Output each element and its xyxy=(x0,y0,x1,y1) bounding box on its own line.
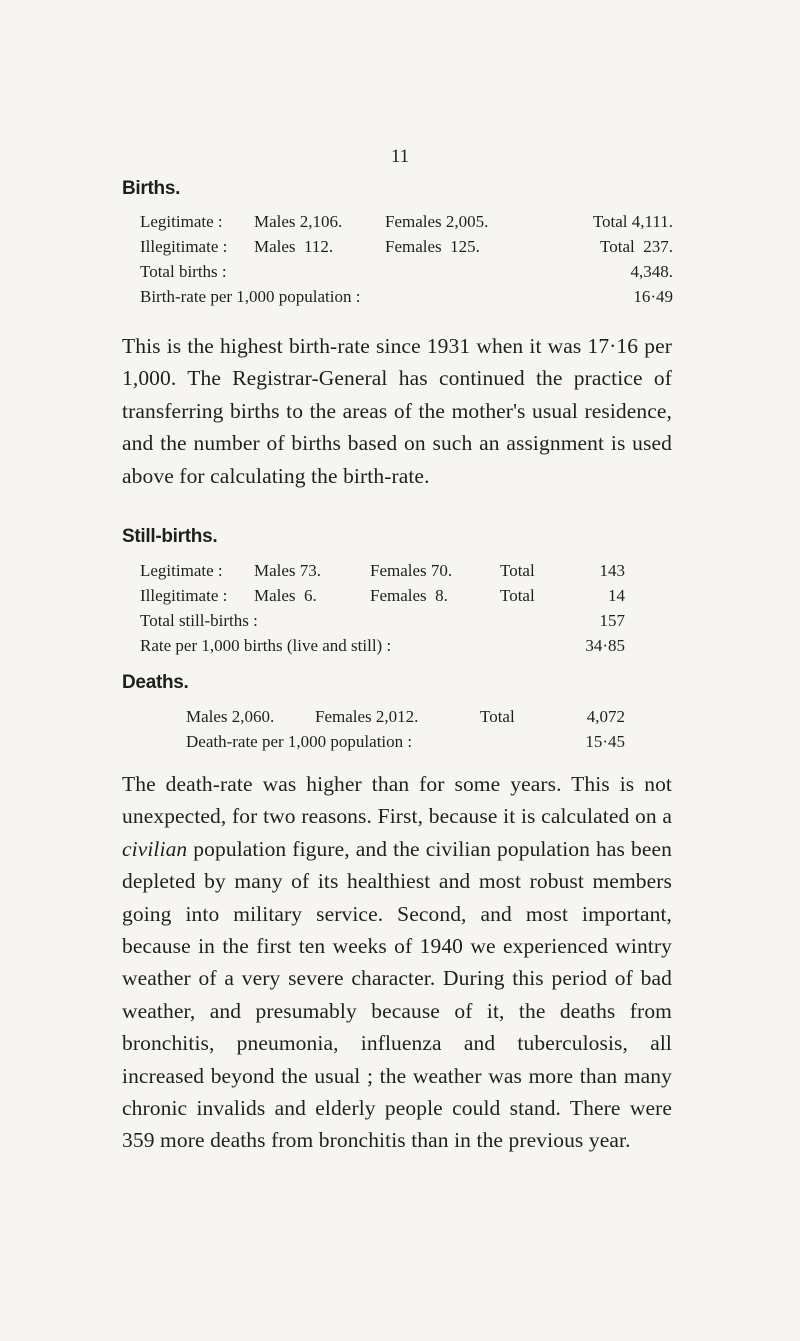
death-paragraph-text xyxy=(122,768,672,1157)
civilian-emphasis: civilian xyxy=(122,836,188,861)
row-label: Legitimate : xyxy=(140,561,223,580)
total-value: 157 xyxy=(599,611,625,630)
total-label: Total xyxy=(500,586,535,605)
births-heading: Births. xyxy=(122,178,181,199)
total-value: 14 xyxy=(608,586,625,605)
deaths-heading: Deaths. xyxy=(122,672,189,693)
males-value: Males 2,106. xyxy=(254,212,343,231)
row-label: Rate per 1,000 births (live and still) : xyxy=(140,636,392,655)
row-label: Birth-rate per 1,000 population : xyxy=(140,287,361,306)
females-value: Females 70. xyxy=(370,561,453,580)
total-value: 4,072 xyxy=(586,707,625,726)
rate-value: 15·45 xyxy=(585,732,625,751)
total-label: Total xyxy=(480,707,515,726)
males-value: Males 112. xyxy=(254,237,334,256)
birth-paragraph-text: This is the highest birth-rate since 1931 when it was 17·16 per 1,000. The Registrar-General has continued the practice of transferring births to the areas of the mother's usual residence, and the number of births based on such an assignment is used above for calculating the birth-rate. xyxy=(122,334,672,488)
females-value: Females 8. xyxy=(370,586,448,605)
still-births-heading: Still-births. xyxy=(122,526,218,547)
females-value: Females 2,005. xyxy=(385,212,489,231)
rate-value: 34·85 xyxy=(585,636,625,655)
total-value: Total 4,111. xyxy=(592,212,673,231)
row-label: Legitimate : xyxy=(140,212,223,231)
row-label: Total births : xyxy=(140,262,227,281)
row-label: Total still-births : xyxy=(140,611,258,630)
row-label: Illegitimate : xyxy=(140,237,228,256)
males-value: Males 73. xyxy=(254,561,322,580)
females-value: Females 2,012. xyxy=(315,707,419,726)
page-number: 11 xyxy=(390,146,410,167)
rate-value: 16·49 xyxy=(633,287,673,306)
death-paragraph xyxy=(122,768,672,1157)
total-value: 143 xyxy=(599,561,625,580)
birth-paragraph xyxy=(122,330,672,492)
row-label: Illegitimate : xyxy=(140,586,228,605)
males-value: Males 6. xyxy=(254,586,317,605)
males-value: Males 2,060. xyxy=(186,707,275,726)
total-value: Total 237. xyxy=(600,237,673,256)
row-label: Death-rate per 1,000 population : xyxy=(186,732,413,751)
total-value: 4,348. xyxy=(630,262,673,281)
females-value: Females 125. xyxy=(385,237,480,256)
death-paragraph-part2: population figure, and the civilian population has been depleted by many of its healthiest and most robust members going into military service. Second, and most important, because in the first ten weeks of 1940 we experienced wintry weather of a very severe character. During this period of bad weather, and presumably because of it, the deaths from bronchitis, pneumonia, influenza and tuberculosis, all increased beyond the usual ; the weather was more than many chronic invalids and elderly people could stand. There were 359 more deaths from bronchitis than in the previous year. xyxy=(122,836,672,1153)
death-paragraph-part1: The death-rate was higher than for some years. This is not unexpected, for two reasons. First, because it is calculated on a xyxy=(122,772,672,829)
total-label: Total xyxy=(500,561,535,580)
